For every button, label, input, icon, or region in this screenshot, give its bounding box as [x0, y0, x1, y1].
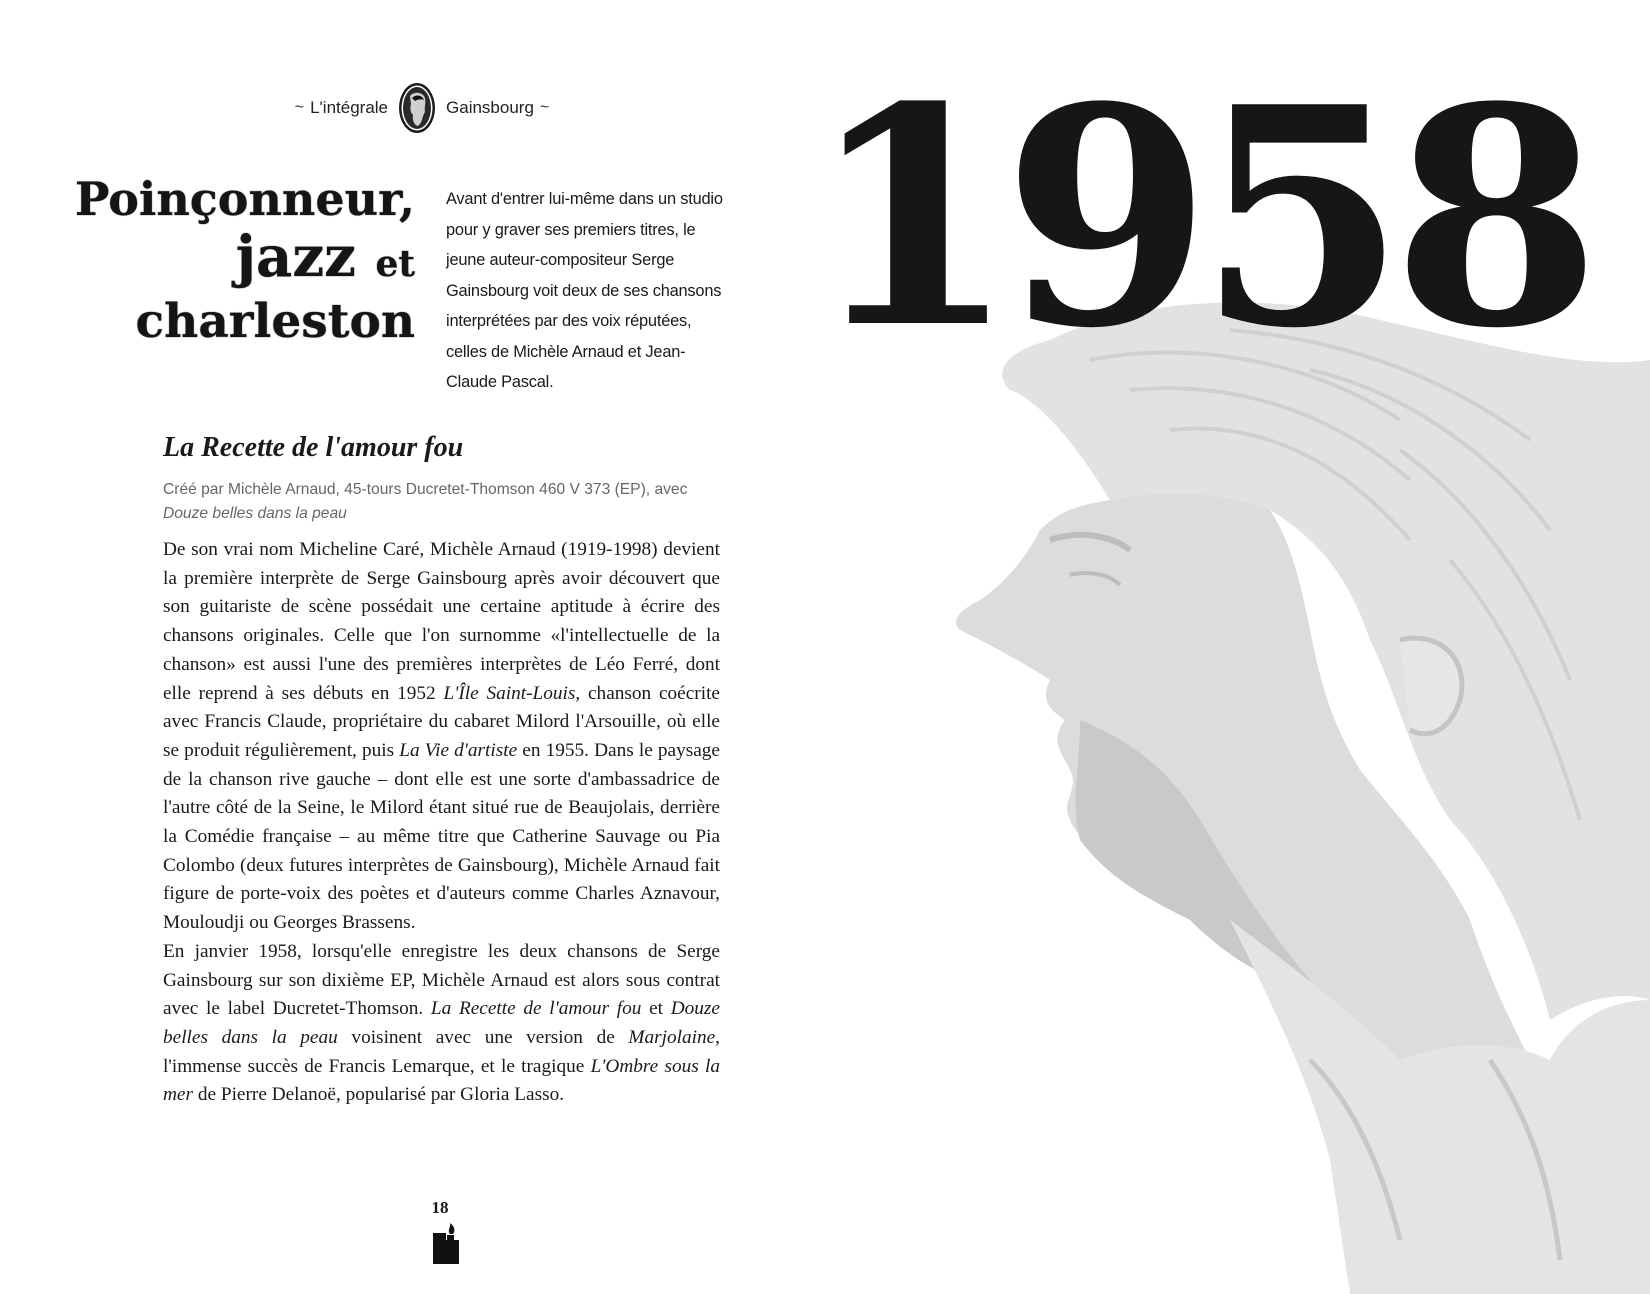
- body-p1-text-a: De son vrai nom Micheline Caré, Michèle Arnaud (1919-1998) devient la première interprète de Serge Gainsbourg après avoir découvert que son guitariste de scène possédait une certaine aptitude à écrire des chansons originales. Celle que l'on surnomme «l'intellectuelle de la chanson» est aussi l'une des premières interprètes de Léo Ferré, dont elle reprend à ses débuts en 1952: [163, 539, 720, 704]
- year-display: 1958: [808, 41, 1587, 394]
- chapter-intro: Avant d'entrer lui-même dans un studio pour y graver ses premiers titres, le jeune auteur-compositeur Serge Gainsbourg voit deux de ses chansons interprétées par des voix réputées, celles de Michèle Arnaud et Jean-Claude Pascal.: [446, 190, 723, 391]
- song-title: La Recette de l'amour fou: [163, 432, 464, 463]
- lighter-icon: [430, 1222, 466, 1266]
- chapter-title-line3: charleston: [135, 294, 415, 349]
- song-credit-title: Douze belles dans la peau: [163, 505, 347, 522]
- gainsbourg-profile-portrait: [930, 300, 1650, 1294]
- chapter-title-line2: [70, 224, 415, 293]
- body-p1-italic-2: La Vie d'artiste: [399, 739, 518, 761]
- body-p2-text-e: de Pierre Delanoë, popularisé par Gloria Lasso.: [197, 1084, 565, 1106]
- body-p1-italic-1: L'Île Saint-Louis: [443, 682, 576, 704]
- body-paragraph-2: [163, 938, 720, 1110]
- body-p1-text-c: en 1955. Dans le paysage de la chanson rive gauche – dont elle est une sorte d'ambassadrice de l'autre côté de la Seine, le Milord étant situé rue de Beaujolais, derrière la Comédie française – au même titre que Catherine Sauvage ou Pia Colombo (deux futures interprètes de Gainsbourg), Michèle Arnaud fait figure de porte-voix des poètes et d'auteurs comme Charles Aznavour, Mouloudji ou Georges Brassens.: [163, 739, 720, 934]
- running-header: [272, 88, 572, 128]
- running-header-left: L'intégrale: [310, 98, 389, 117]
- body-p1-text-b: , chanson coécrite avec Francis Claude, propriétaire du cabaret Milord l'Arsouille, où elle se produit régulièrement, puis: [163, 682, 720, 761]
- body-p2-italic-3: Marjolaine: [628, 1026, 716, 1048]
- song-credit: [163, 478, 733, 526]
- page-number: 18: [431, 1198, 449, 1217]
- chapter-title: [70, 170, 415, 351]
- chapter-title-line1: Poinçonneur,: [74, 172, 415, 226]
- body-p2-italic-2: Douze belles dans la peau: [163, 998, 720, 1048]
- flourish-right-icon: ~: [539, 99, 550, 116]
- gainsbourg-medallion-icon: [398, 82, 436, 134]
- body-p2-italic-4: L'Ombre sous la mer: [163, 1055, 720, 1106]
- chapter-title-word-et: et: [375, 243, 415, 285]
- flourish-left-icon: ~: [294, 99, 305, 116]
- body-p2-italic-1: La Recette de l'amour fou: [430, 998, 642, 1020]
- running-header-right: Gainsbourg: [446, 98, 534, 117]
- body-p2-text-d: , l'immense succès de Francis Lemarque, et le tragique: [163, 1026, 720, 1077]
- body-p2-text-c: voisinent avec une version de: [351, 1026, 615, 1048]
- chapter-title-word-jazz: jazz: [235, 224, 356, 290]
- body-text: [163, 536, 720, 1110]
- body-paragraph-1: [163, 536, 720, 938]
- body-p2-text-a: En janvier 1958, lorsqu'elle enregistre les deux chansons de Serge Gainsbourg sur son dixième EP, Michèle Arnaud est alors sous contrat avec le label Ducretet-Thomson.: [163, 940, 720, 1020]
- song-credit-main: Créé par Michèle Arnaud, 45-tours Ducretet-Thomson 460 V 373 (EP), avec: [163, 481, 688, 498]
- body-p2-text-b: et: [649, 998, 664, 1020]
